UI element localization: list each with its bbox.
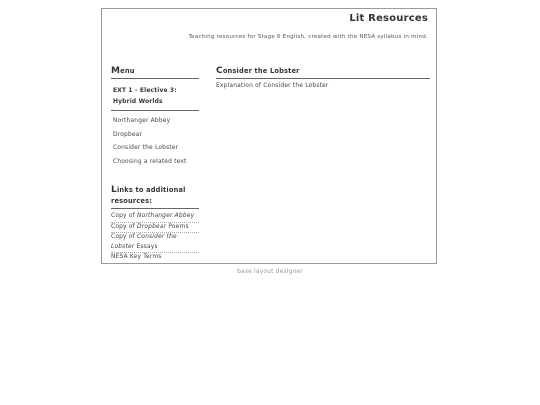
link-title: Northanger Abbey xyxy=(136,213,195,219)
main-heading-initial: C xyxy=(216,66,223,76)
menu-item-northanger-abbey[interactable]: Northanger Abbey xyxy=(113,118,171,124)
sidebar xyxy=(111,66,199,263)
menu-heading-initial: M xyxy=(111,66,121,76)
link-title: Consider the Lobster xyxy=(111,234,177,250)
site-title[interactable]: Lit Resources xyxy=(349,13,428,24)
menu-item-consider-the-lobster[interactable]: Consider the Lobster xyxy=(113,145,179,151)
menu-heading-rest: enu xyxy=(120,67,135,75)
main-text: Explanation of Consider the Lobster xyxy=(216,83,329,89)
menu-heading xyxy=(111,66,199,79)
link-prefix: Copy of xyxy=(111,223,137,230)
links-list xyxy=(111,212,199,263)
main-content xyxy=(216,66,430,89)
link-prefix: Copy of xyxy=(111,234,137,240)
link-title: Dropbear xyxy=(136,223,167,230)
menu-item-dropbear[interactable]: Dropbear xyxy=(113,131,143,138)
link-suffix: Poems xyxy=(166,223,189,230)
link-consider-the-lobster-essays[interactable] xyxy=(111,233,199,253)
menu-list xyxy=(111,115,199,169)
menu-item-choosing-related-text[interactable]: Choosing a related text xyxy=(113,158,187,165)
link-dropbear-poems[interactable] xyxy=(111,223,199,234)
links-heading xyxy=(111,185,199,209)
link-prefix: Copy of xyxy=(111,213,137,219)
site-tagline: Teaching resources for Stage 6 English, created with the NESA syllabus in mind. xyxy=(188,34,428,40)
link-suffix: Essays xyxy=(134,243,158,250)
main-heading-rest: onsider the Lobster xyxy=(222,67,300,75)
footer-credit[interactable]: base layout designer xyxy=(237,269,303,275)
link-nesa-key-terms[interactable] xyxy=(111,253,199,263)
links-heading-initial: L xyxy=(111,185,117,195)
link-prefix: NESA Key Terms xyxy=(111,254,162,260)
page-frame xyxy=(101,8,437,264)
menu-group-label: EXT 1 - Elective 3: Hybrid Worlds xyxy=(111,86,199,111)
links-heading-rest: inks to additional resources: xyxy=(111,186,186,205)
link-northanger-abbey[interactable] xyxy=(111,212,199,223)
main-heading xyxy=(216,66,430,79)
